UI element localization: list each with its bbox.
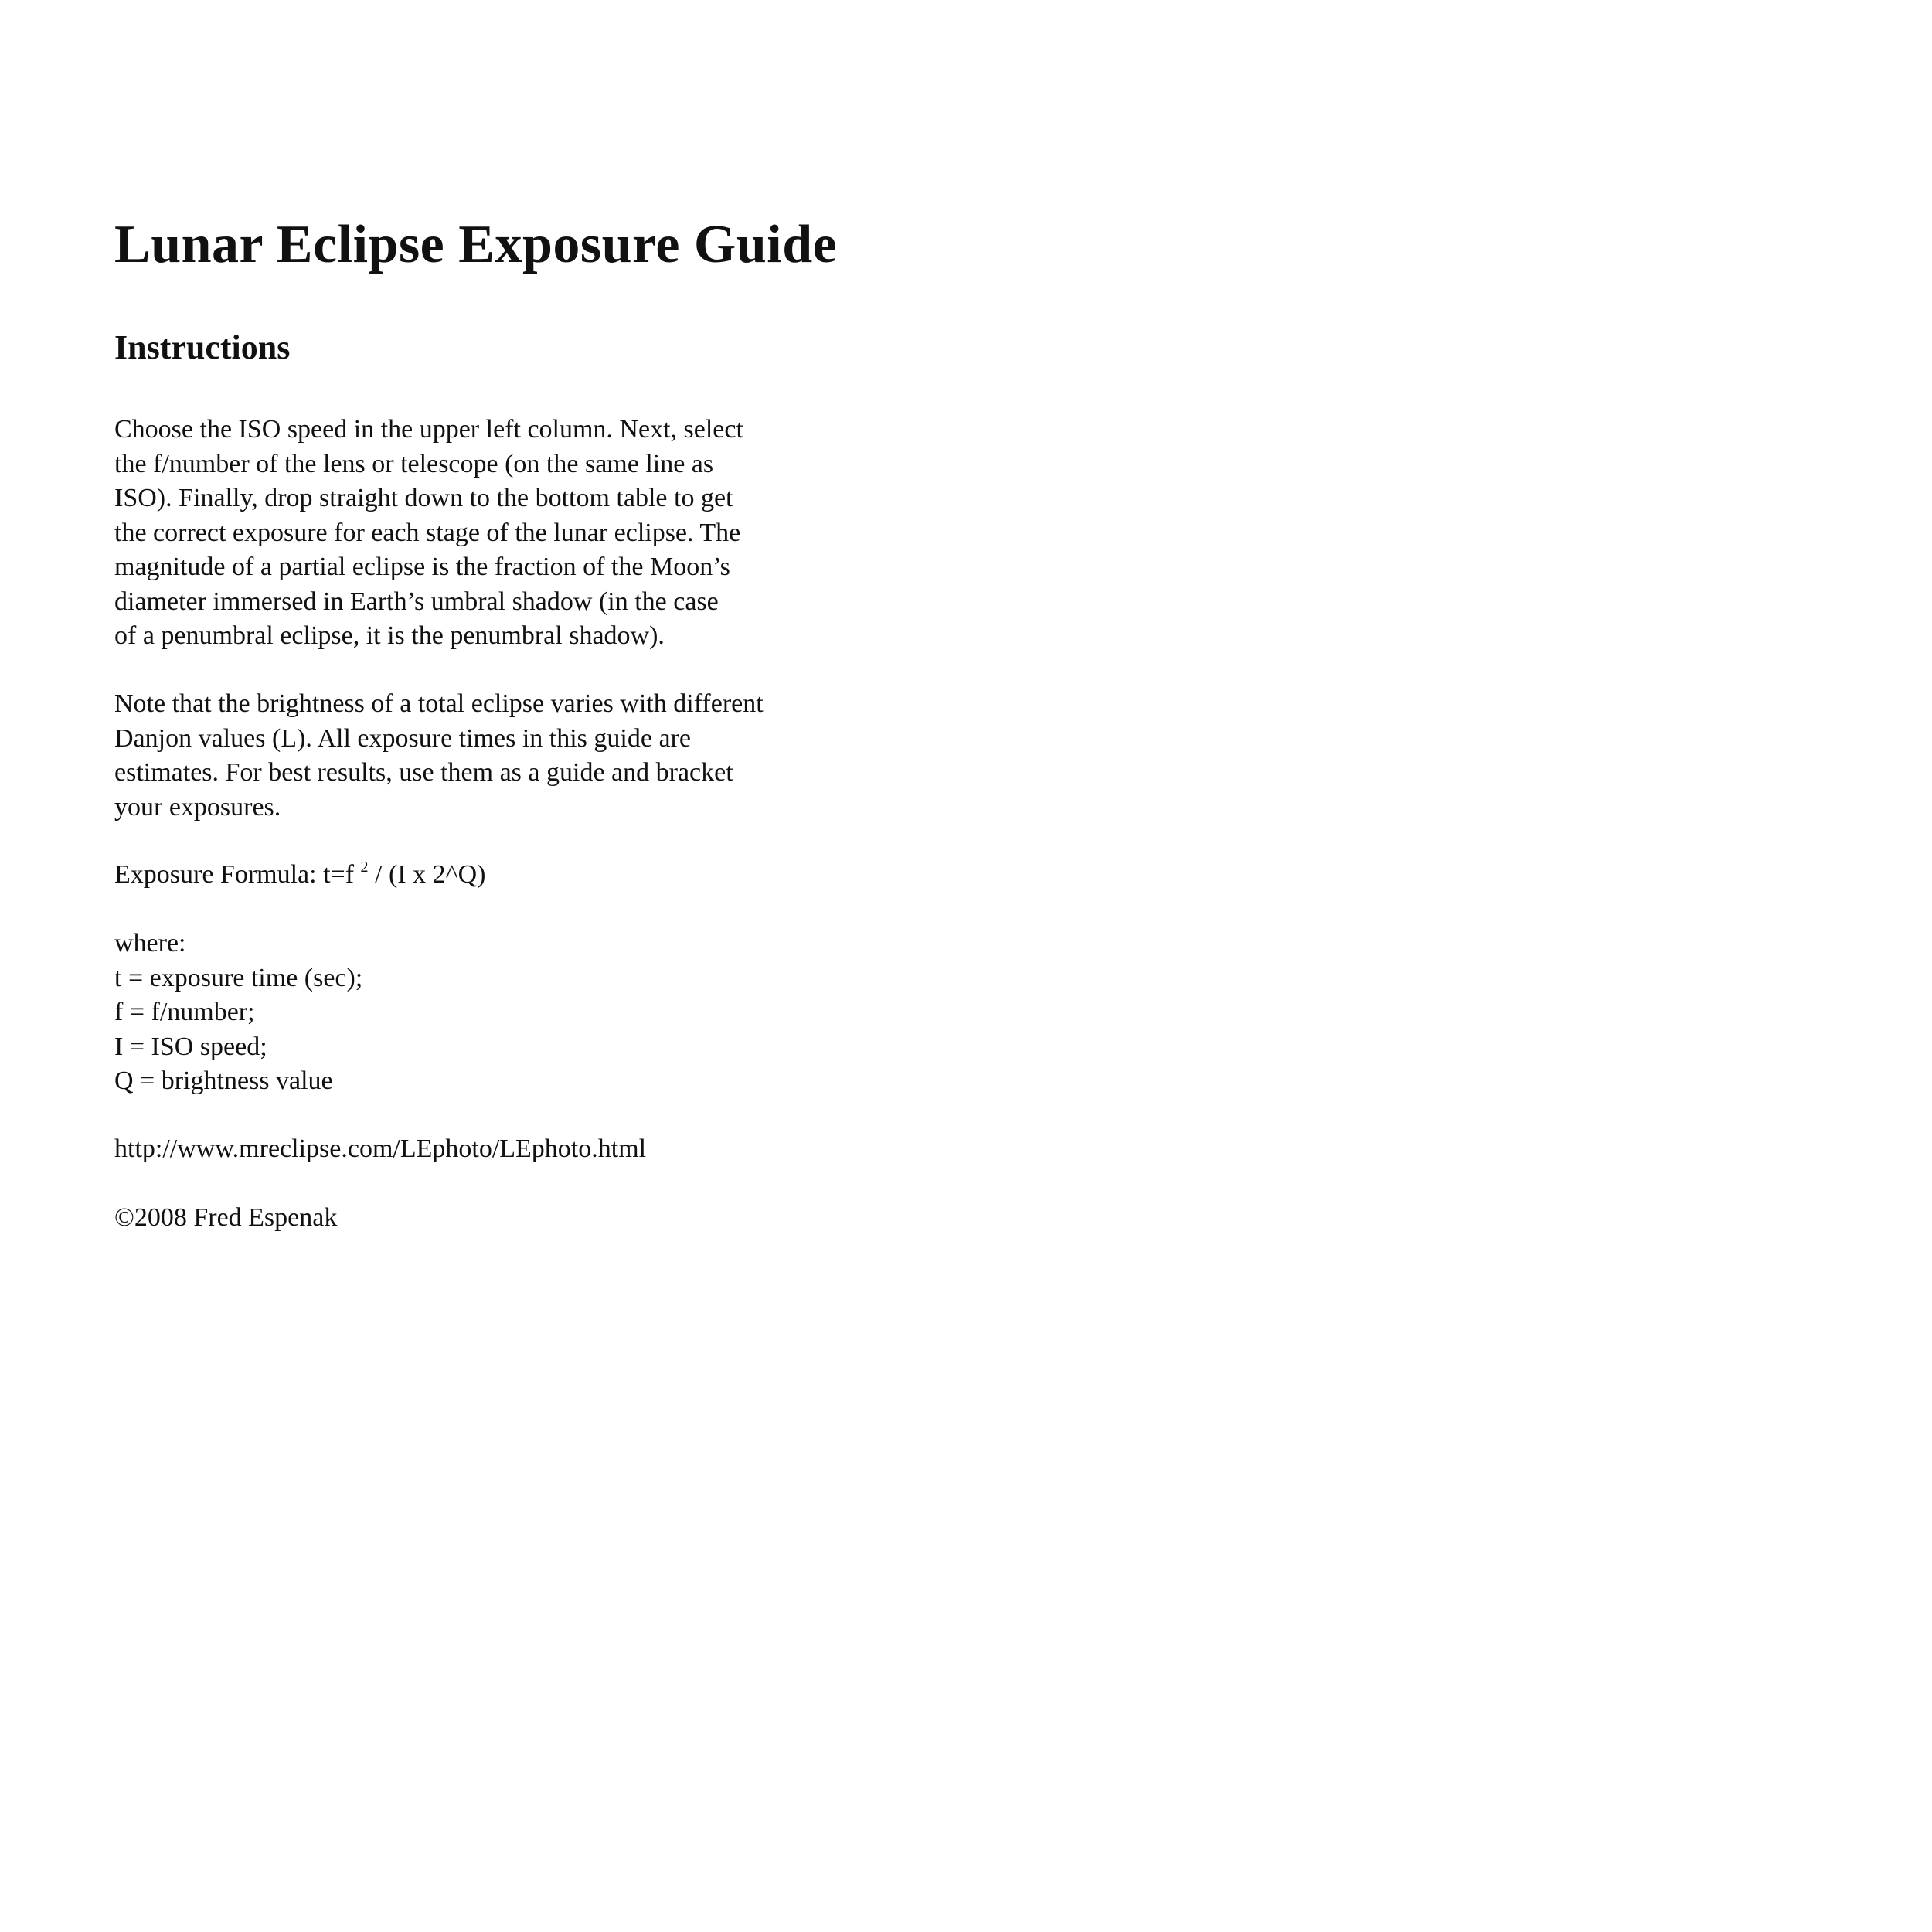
page-title: Lunar Eclipse Exposure Guide [114,215,838,274]
definition-i: I = ISO speed; [114,1032,267,1061]
source-url: http://www.mreclipse.com/LEphoto/LEphoto.html [114,1134,647,1163]
text-line: the correct exposure for each stage of the lunar eclipse. The [114,518,741,547]
text-line: your exposures. [114,792,281,821]
formula-suffix: / (I x 2^Q) [368,860,486,889]
text-line: estimates. For best results, use them as a guide and bracket [114,758,733,787]
text-line: diameter immersed in Earth’s umbral shadow (in the case [114,587,719,616]
definition-q: Q = brightness value [114,1066,333,1095]
text-line: magnitude of a partial eclipse is the fraction of the Moon’s [114,553,730,581]
formula-exponent: 2 [360,859,369,876]
where-label: where: [114,929,186,957]
text-line: of a penumbral eclipse, it is the penumbral shadow). [114,621,665,650]
text-line: Choose the ISO speed in the upper left column. Next, select [114,415,743,444]
copyright-notice: ©2008 Fred Espenak [114,1203,338,1232]
document-page [114,215,887,1232]
formula-prefix: Exposure Formula: t=f [114,860,355,889]
text-line: Note that the brightness of a total eclipse varies with different [114,689,764,718]
exposure-formula [114,858,485,893]
definition-f: f = f/number; [114,998,255,1026]
section-heading-instructions: Instructions [114,328,291,366]
definition-t: t = exposure time (sec); [114,963,363,992]
instructions-paragraph [114,413,743,654]
text-line: Danjon values (L). All exposure times in this guide are [114,723,691,753]
text-line: the f/number of the lens or telescope (on the same line as [114,449,714,478]
note-paragraph [114,687,764,825]
variable-definitions [114,927,362,1099]
text-line: ISO). Finally, drop straight down to the bottom table to get [114,484,733,512]
